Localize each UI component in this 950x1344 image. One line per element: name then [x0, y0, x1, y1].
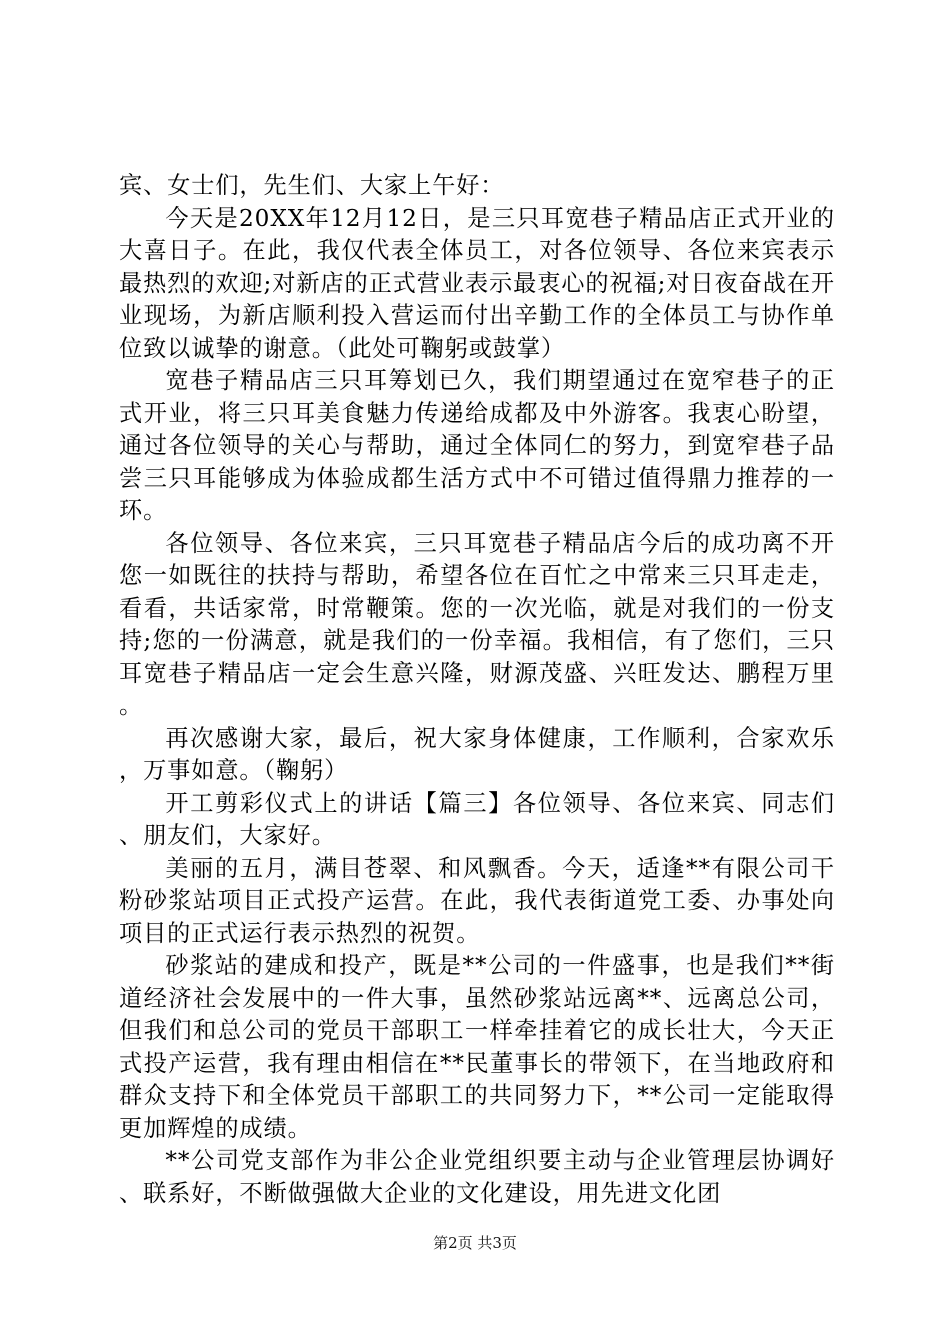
paragraph-mortar-station: 砂浆站的建成和投产，既是**公司的一件盛事，也是我们**街道经济社会发展中的一件大事，虽然砂浆站远离**、远离总公司，但我们和总公司的党员干部职工一样牵挂着它的成长壮大，今天正式投产运营，我有理由相信在**民董事长的带领下，在当地政府和群众支持下和全体党员干部职工的共同努力下，**公司一定能取得更加辉煌的成绩。	[119, 952, 835, 1142]
paragraph-section-three: 开工剪彩仪式上的讲话【篇三】各位领导、各位来宾、同志们、朋友们，大家好。	[119, 789, 835, 849]
paragraph-planning: 宽巷子精品店三只耳筹划已久，我们期望通过在宽窄巷子的正式开业，将三只耳美食魅力传递给成都及中外游客。我衷心盼望，通过各位领导的关心与帮助，通过全体同仁的努力，到宽窄巷子品尝三只耳能够成为体验成都生活方式中不可错过值得鼎力推荐的一环。	[119, 367, 835, 524]
paragraph-may: 美丽的五月，满目苍翠、和风飘香。今天，适逢**有限公司干粉砂浆站项目正式投产运营。在此，我代表街道党工委、办事处向项目的正式运行表示热烈的祝贺。	[119, 854, 835, 947]
page-footer: 第2页 共3页	[433, 1234, 517, 1252]
paragraph-opening: 今天是20XX年12月12日，是三只耳宽巷子精品店正式开业的大喜日子。在此，我仅代表全体员工，对各位领导、各位来宾表示最热烈的欢迎;对新店的正式营业表示最衷心的祝福;对日夜奋战在开业现场，为新店顺利投入营运而付出辛勤工作的全体员工与协作单位致以诚挚的谢意。（此处可鞠躬或鼓掌）	[119, 204, 835, 362]
paragraph-support: 各位领导、各位来宾，三只耳宽巷子精品店今后的成功离不开您一如既往的扶持与帮助，希望各位在百忙之中常来三只耳走走，看看，共话家常，时常鞭策。您的一次光临，就是对我们的一份支持;您的一份满意，就是我们的一份幸福。我相信，有了您们，三只耳宽巷子精品店一定会生意兴隆，财源茂盛、兴旺发达、鹏程万里。	[119, 529, 835, 719]
document-body	[119, 170, 835, 1210]
paragraph-thanks: 再次感谢大家，最后，祝大家身体健康，工作顺利，合家欢乐，万事如意。（鞠躬）	[119, 724, 835, 784]
paragraph-party-branch: **公司党支部作为非公企业党组织要主动与企业管理层协调好、联系好，不断做强做大企业的文化建设，用先进文化团	[119, 1147, 835, 1207]
paragraph-greeting: 宾、女士们，先生们、大家上午好：	[119, 172, 505, 199]
